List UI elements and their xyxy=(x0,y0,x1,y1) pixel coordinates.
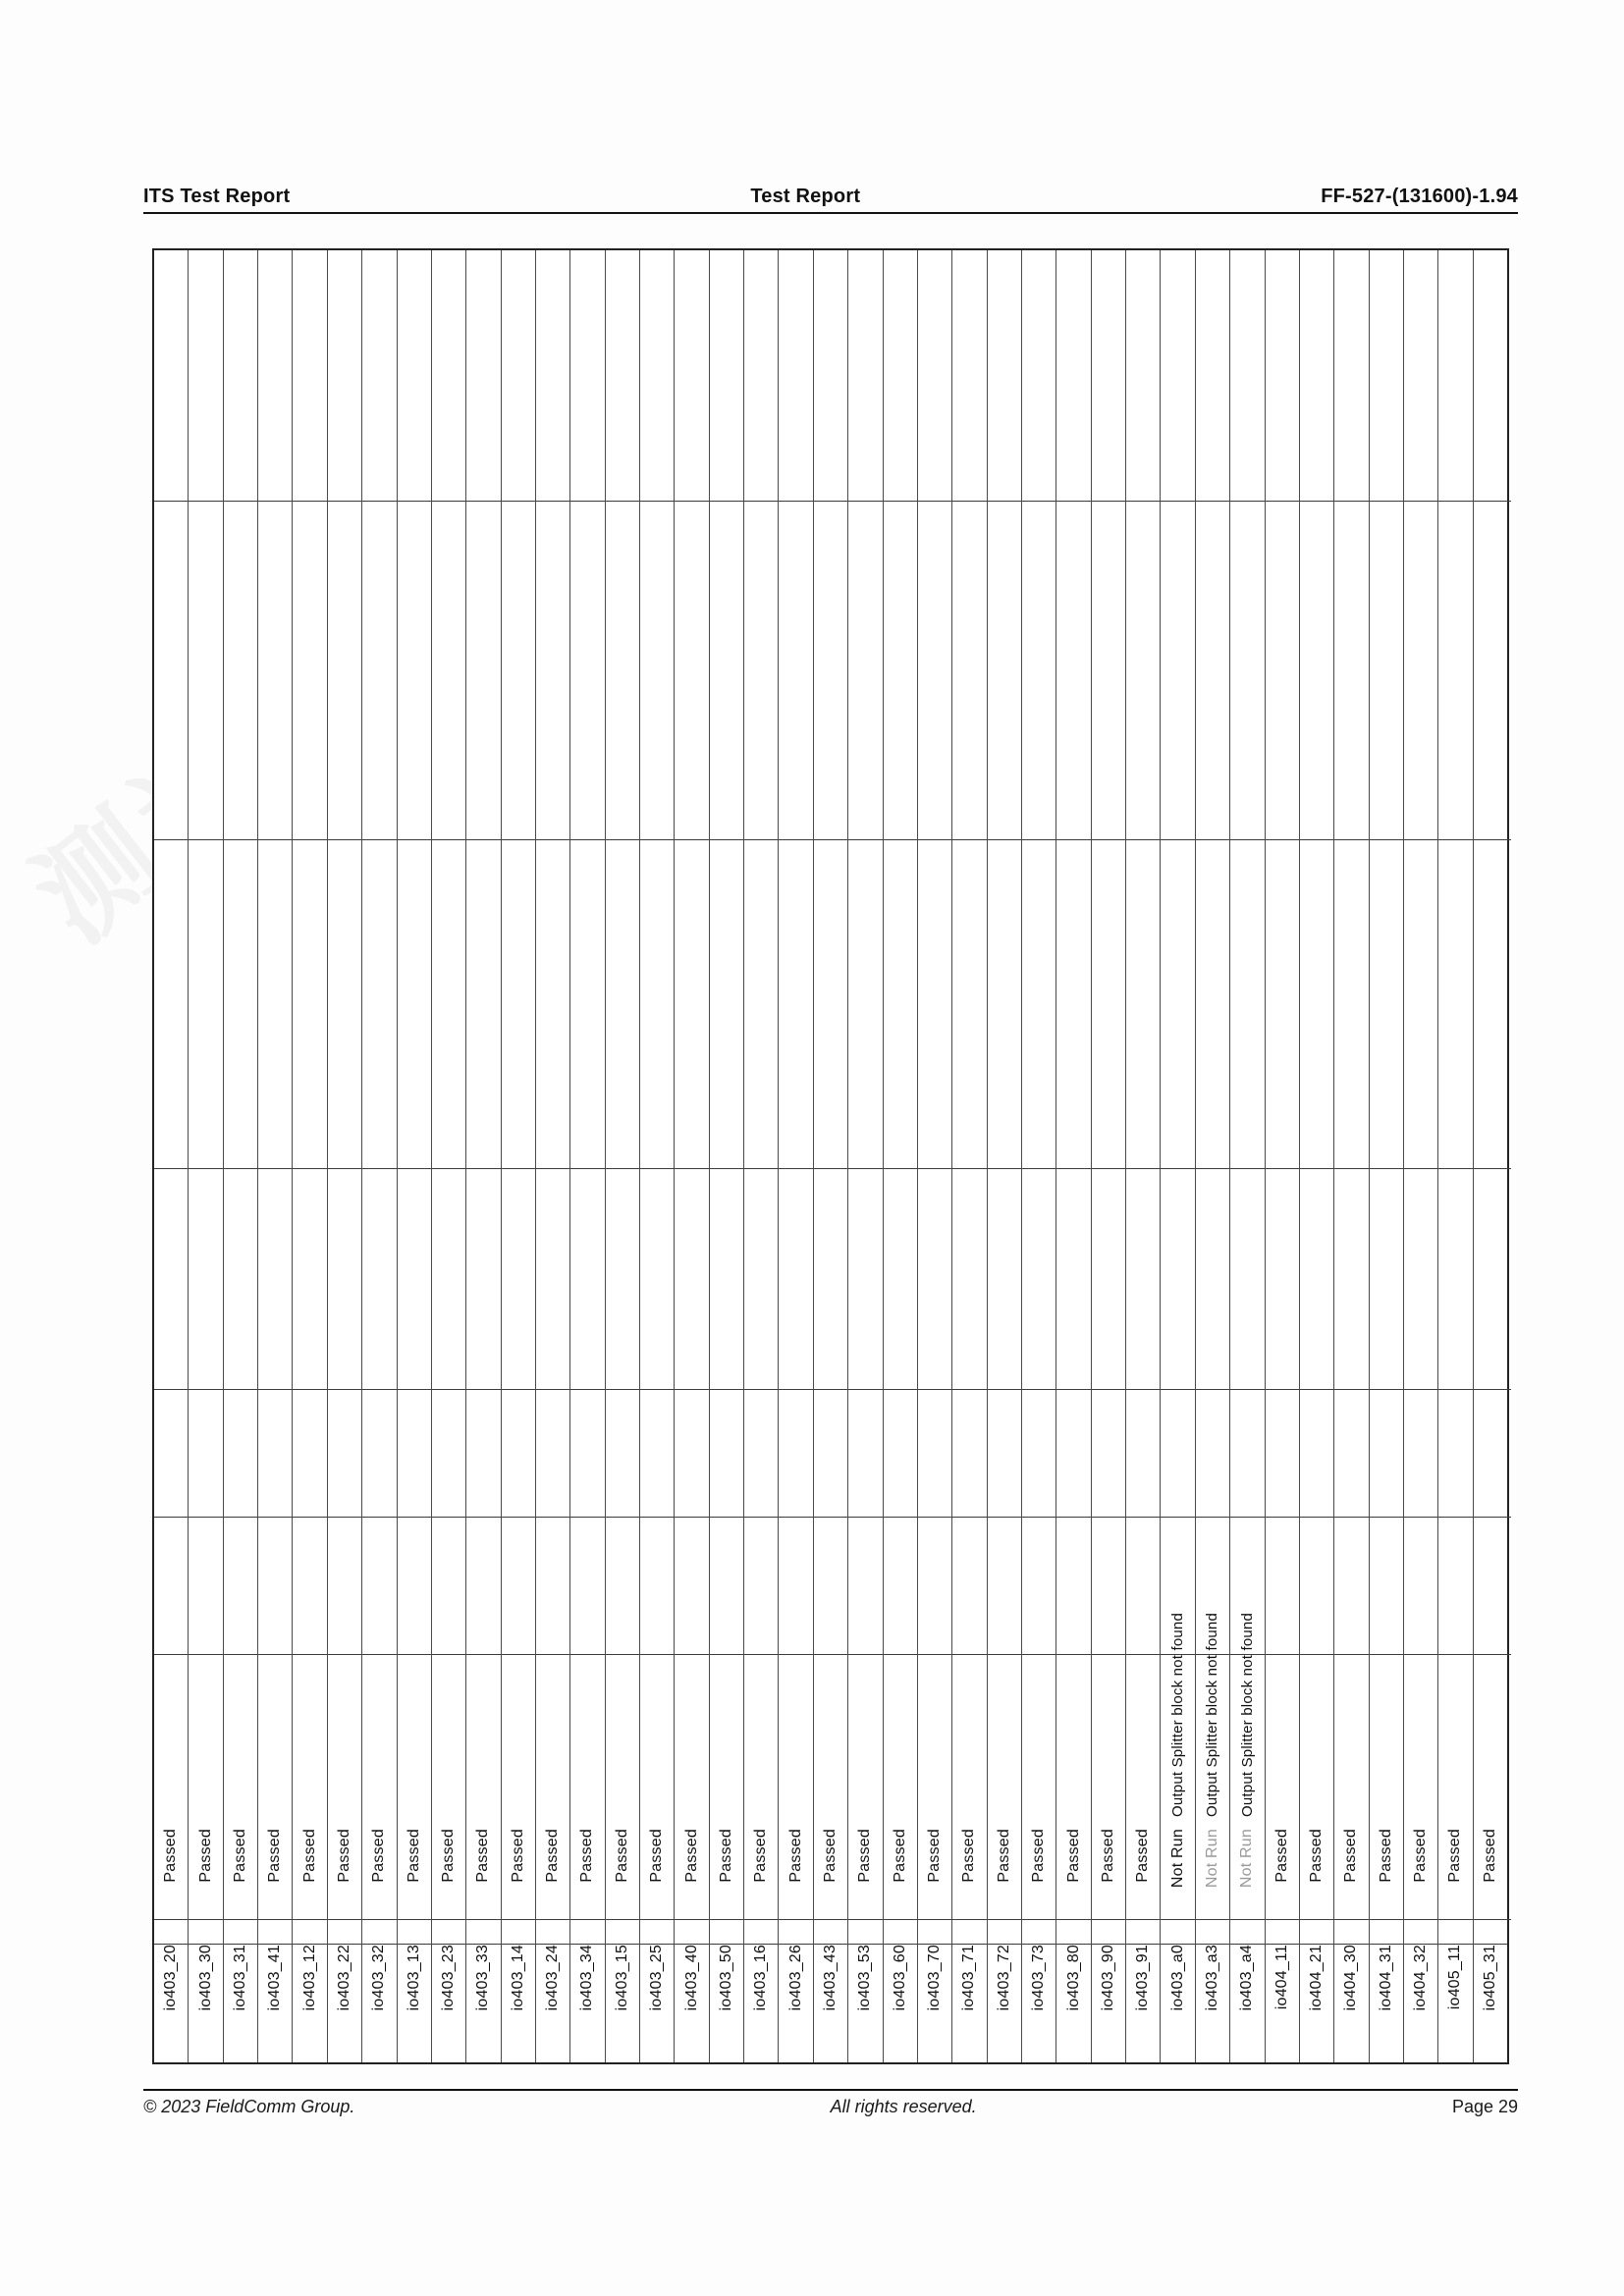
test-result-cell xyxy=(536,1829,569,1945)
test-result-text: Passed xyxy=(1308,1829,1326,1883)
test-result-cell xyxy=(1300,1829,1333,1945)
test-result-text: Not Run xyxy=(1168,1829,1186,1889)
test-result-text: Passed xyxy=(786,1829,804,1883)
test-result-cell xyxy=(1056,1829,1090,1945)
test-id-text: io405_11 xyxy=(1446,1945,1464,2010)
table-column xyxy=(814,250,848,2062)
test-id-text: io403_31 xyxy=(231,1945,248,2011)
test-note-text: Output Splitter block not found xyxy=(1204,1613,1221,1817)
test-result-cell xyxy=(224,1829,257,1945)
test-id-cell xyxy=(570,1945,604,2062)
test-id-text: io403_22 xyxy=(335,1945,352,2011)
test-id-cell xyxy=(466,1945,500,2062)
test-result-cell xyxy=(570,1829,604,1945)
test-id-cell xyxy=(258,1945,292,2062)
test-result-text: Not Run xyxy=(1238,1829,1256,1889)
test-id-text: io403_26 xyxy=(786,1945,804,2011)
test-id-text: io403_24 xyxy=(544,1945,562,2011)
test-id-text: io403_40 xyxy=(682,1945,700,2011)
test-id-text: io403_a3 xyxy=(1203,1945,1220,2011)
test-id-text: io403_30 xyxy=(196,1945,214,2011)
test-result-text: Passed xyxy=(1064,1829,1082,1883)
test-id-cell xyxy=(398,1945,431,2062)
table-column xyxy=(710,250,744,2062)
test-id-text: io403_50 xyxy=(717,1945,734,2011)
test-id-cell xyxy=(848,1945,882,2062)
test-result-text: Passed xyxy=(162,1829,180,1883)
test-note-text: Output Splitter block not found xyxy=(1169,1613,1187,1817)
table-column xyxy=(1438,250,1473,2062)
test-result-text: Passed xyxy=(1134,1829,1152,1883)
test-id-cell xyxy=(362,1945,396,2062)
table-column xyxy=(502,250,536,2062)
test-id-cell xyxy=(952,1945,986,2062)
test-id-text: io403_32 xyxy=(370,1945,388,2011)
test-id-text: io403_13 xyxy=(405,1945,422,2011)
test-result-text: Passed xyxy=(682,1829,700,1883)
test-id-cell xyxy=(1196,1945,1229,2062)
test-result-text: Passed xyxy=(544,1829,562,1883)
footer-rights: All rights reserved. xyxy=(830,2097,977,2116)
test-result-cell xyxy=(1370,1829,1403,1945)
test-result-text: Passed xyxy=(335,1829,352,1883)
test-id-text: io403_71 xyxy=(960,1945,978,2011)
test-id-cell xyxy=(536,1945,569,2062)
footer-page-number: Page 29 xyxy=(1451,2097,1518,2116)
test-results-table xyxy=(152,248,1509,2064)
table-column xyxy=(675,250,709,2062)
test-result-text: Passed xyxy=(578,1829,596,1883)
test-id-text: io404_11 xyxy=(1272,1945,1290,2010)
test-id-cell xyxy=(1438,1945,1472,2062)
table-column xyxy=(362,250,397,2062)
test-id-cell xyxy=(779,1945,812,2062)
test-id-text: io404_30 xyxy=(1342,1945,1360,2011)
test-id-cell xyxy=(432,1945,465,2062)
test-id-cell xyxy=(1474,1945,1507,2062)
test-result-text: Passed xyxy=(717,1829,734,1883)
test-id-cell xyxy=(154,1945,188,2062)
test-id-text: io403_60 xyxy=(891,1945,908,2011)
test-result-text: Passed xyxy=(1272,1829,1290,1883)
test-result-text: Passed xyxy=(995,1829,1012,1883)
test-id-text: io403_33 xyxy=(474,1945,492,2011)
test-id-cell xyxy=(884,1945,917,2062)
test-result-text: Passed xyxy=(370,1829,388,1883)
test-result-cell xyxy=(1266,1829,1299,1945)
test-id-cell xyxy=(1334,1945,1368,2062)
test-id-cell xyxy=(1022,1945,1056,2062)
test-id-text: io404_32 xyxy=(1412,1945,1430,2011)
test-result-cell xyxy=(744,1829,778,1945)
table-column xyxy=(432,250,466,2062)
test-result-cell xyxy=(1474,1829,1507,1945)
test-id-text: io403_23 xyxy=(440,1945,458,2011)
test-result-cell xyxy=(258,1829,292,1945)
table-column xyxy=(328,250,362,2062)
test-id-cell xyxy=(606,1945,639,2062)
table-column xyxy=(988,250,1022,2062)
test-id-text: io403_70 xyxy=(926,1945,944,2011)
test-result-cell xyxy=(640,1829,674,1945)
test-result-cell xyxy=(710,1829,743,1945)
test-id-text: io403_73 xyxy=(1030,1945,1048,2011)
test-result-text: Passed xyxy=(1030,1829,1048,1883)
test-result-cell xyxy=(1404,1829,1437,1945)
test-id-cell xyxy=(1266,1945,1299,2062)
test-result-text: Passed xyxy=(474,1829,492,1883)
table-column xyxy=(398,250,432,2062)
header-document-id: FF-527-(131600)-1.94 xyxy=(1321,186,1518,207)
test-id-text: io403_34 xyxy=(578,1945,596,2011)
test-id-cell xyxy=(189,1945,222,2062)
page-header xyxy=(143,169,1518,208)
test-result-cell xyxy=(362,1829,396,1945)
test-result-text: Passed xyxy=(196,1829,214,1883)
table-column xyxy=(918,250,952,2062)
footer-copyright: © 2023 FieldComm Group. xyxy=(143,2097,355,2116)
test-result-cell xyxy=(189,1829,222,1945)
table-column xyxy=(606,250,640,2062)
test-result-text: Passed xyxy=(926,1829,944,1883)
test-id-cell xyxy=(293,1945,326,2062)
test-result-cell xyxy=(398,1829,431,1945)
table-column xyxy=(1126,250,1161,2062)
test-id-cell xyxy=(328,1945,361,2062)
test-id-text: io403_a0 xyxy=(1168,1945,1186,2011)
test-id-cell xyxy=(1092,1945,1125,2062)
test-id-cell xyxy=(1161,1945,1194,2062)
table-column xyxy=(154,250,189,2062)
table-column xyxy=(536,250,570,2062)
test-id-cell xyxy=(814,1945,847,2062)
test-result-cell xyxy=(502,1829,535,1945)
table-column xyxy=(293,250,327,2062)
test-result-text: Passed xyxy=(1446,1829,1464,1883)
test-result-text: Passed xyxy=(891,1829,908,1883)
test-id-cell xyxy=(1056,1945,1090,2062)
test-note-cell xyxy=(1196,1581,1229,1817)
test-result-cell xyxy=(779,1829,812,1945)
test-id-cell xyxy=(1230,1945,1264,2062)
table-column xyxy=(1370,250,1404,2062)
test-id-cell xyxy=(1370,1945,1403,2062)
table-column xyxy=(848,250,883,2062)
test-result-cell xyxy=(918,1829,951,1945)
test-result-text: Passed xyxy=(752,1829,770,1883)
header-left-title: ITS Test Report xyxy=(143,186,291,207)
test-id-text: io403_25 xyxy=(648,1945,666,2011)
test-id-text: io403_80 xyxy=(1064,1945,1082,2011)
test-id-text: io403_53 xyxy=(856,1945,874,2011)
footer-divider xyxy=(143,2089,1518,2091)
test-result-cell xyxy=(432,1829,465,1945)
table-column xyxy=(258,250,293,2062)
test-id-text: io403_41 xyxy=(266,1945,284,2011)
test-result-text: Passed xyxy=(1342,1829,1360,1883)
table-column xyxy=(744,250,779,2062)
test-result-cell xyxy=(1438,1829,1472,1945)
test-result-text: Passed xyxy=(613,1829,630,1883)
test-id-cell xyxy=(675,1945,708,2062)
test-id-cell xyxy=(502,1945,535,2062)
test-id-text: io403_20 xyxy=(162,1945,180,2011)
test-result-cell xyxy=(466,1829,500,1945)
test-id-cell xyxy=(918,1945,951,2062)
test-result-text: Passed xyxy=(856,1829,874,1883)
test-id-text: io403_12 xyxy=(300,1945,318,2011)
test-result-text: Passed xyxy=(231,1829,248,1883)
test-result-text: Passed xyxy=(648,1829,666,1883)
table-column xyxy=(1161,250,1195,2062)
test-result-cell xyxy=(1126,1829,1160,1945)
test-id-text: io403_91 xyxy=(1134,1945,1152,2011)
table-column xyxy=(1056,250,1091,2062)
table-column xyxy=(1266,250,1300,2062)
test-id-text: io403_14 xyxy=(509,1945,526,2011)
test-result-cell xyxy=(814,1829,847,1945)
test-result-cell xyxy=(606,1829,639,1945)
test-id-text: io403_72 xyxy=(995,1945,1012,2011)
test-result-cell xyxy=(293,1829,326,1945)
header-divider xyxy=(143,212,1518,214)
table-column xyxy=(1474,250,1507,2062)
table-column xyxy=(189,250,223,2062)
test-result-cell xyxy=(884,1829,917,1945)
test-id-text: io403_90 xyxy=(1099,1945,1116,2011)
test-result-text: Passed xyxy=(822,1829,839,1883)
table-column xyxy=(1404,250,1438,2062)
test-result-cell xyxy=(952,1829,986,1945)
table-column xyxy=(1092,250,1126,2062)
header-center-title: Test Report xyxy=(750,186,861,207)
test-id-cell xyxy=(710,1945,743,2062)
test-id-cell xyxy=(988,1945,1021,2062)
test-result-text: Passed xyxy=(1099,1829,1116,1883)
test-id-text: io404_31 xyxy=(1377,1945,1394,2011)
test-result-text: Passed xyxy=(960,1829,978,1883)
test-result-text: Passed xyxy=(300,1829,318,1883)
test-result-cell xyxy=(675,1829,708,1945)
test-id-text: io403_a4 xyxy=(1238,1945,1256,2011)
test-id-cell xyxy=(640,1945,674,2062)
page-footer xyxy=(143,2097,1518,2130)
test-id-text: io404_21 xyxy=(1308,1945,1326,2011)
test-id-cell xyxy=(1404,1945,1437,2062)
table-column xyxy=(640,250,675,2062)
table-column xyxy=(1230,250,1265,2062)
test-result-text: Passed xyxy=(1377,1829,1394,1883)
test-result-cell xyxy=(1161,1829,1194,1945)
test-id-cell xyxy=(1126,1945,1160,2062)
test-result-text: Not Run xyxy=(1203,1829,1220,1889)
test-note-cell xyxy=(1161,1581,1194,1817)
test-result-cell xyxy=(1092,1829,1125,1945)
test-result-text: Passed xyxy=(405,1829,422,1883)
test-result-cell xyxy=(328,1829,361,1945)
table-column xyxy=(1022,250,1056,2062)
test-result-cell xyxy=(1196,1829,1229,1945)
test-note-text: Output Splitter block not found xyxy=(1238,1613,1256,1817)
test-result-cell xyxy=(1230,1829,1264,1945)
table-column xyxy=(570,250,605,2062)
test-result-text: Passed xyxy=(440,1829,458,1883)
table-column xyxy=(1196,250,1230,2062)
test-id-text: io405_31 xyxy=(1481,1945,1498,2011)
test-id-cell xyxy=(744,1945,778,2062)
test-result-text: Passed xyxy=(1481,1829,1498,1883)
test-id-cell xyxy=(224,1945,257,2062)
test-result-text: Passed xyxy=(266,1829,284,1883)
test-result-cell xyxy=(154,1829,188,1945)
test-id-cell xyxy=(1300,1945,1333,2062)
test-result-cell xyxy=(848,1829,882,1945)
test-id-text: io403_15 xyxy=(613,1945,630,2011)
test-note-cell xyxy=(1230,1581,1264,1817)
table-column xyxy=(1300,250,1334,2062)
table-column xyxy=(466,250,501,2062)
test-id-text: io403_43 xyxy=(822,1945,839,2011)
table-column xyxy=(952,250,987,2062)
table-column xyxy=(779,250,813,2062)
table-column xyxy=(884,250,918,2062)
table-column xyxy=(1334,250,1369,2062)
test-result-text: Passed xyxy=(1412,1829,1430,1883)
test-result-cell xyxy=(988,1829,1021,1945)
table-column xyxy=(224,250,258,2062)
test-id-text: io403_16 xyxy=(752,1945,770,2011)
test-result-text: Passed xyxy=(509,1829,526,1883)
test-result-cell xyxy=(1334,1829,1368,1945)
test-result-cell xyxy=(1022,1829,1056,1945)
